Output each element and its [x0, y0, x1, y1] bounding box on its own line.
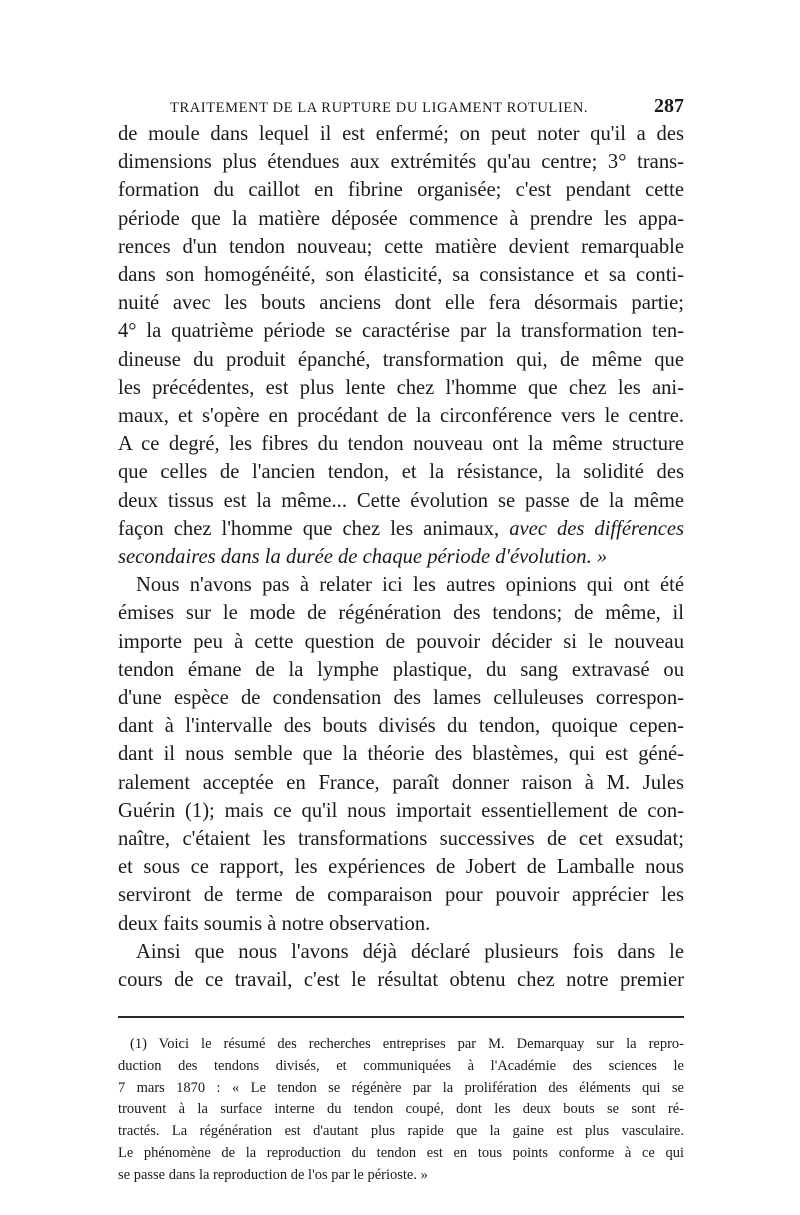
text-line: serviront de terme de comparaison pour pouvoir apprécier les: [118, 884, 684, 907]
footnote-line: tractés. La régénération est d'autant plus rapide que la gaine est plus vasculaire.: [118, 1123, 684, 1140]
running-title: TRAITEMENT DE LA RUPTURE DU LIGAMENT ROTULIEN.: [170, 100, 589, 116]
text-line: ralement acceptée en France, paraît donner raison à M. Jules: [118, 771, 684, 794]
text-line: deux tissus est la même... Cette évolution se passe de la même: [118, 489, 684, 512]
text-line: 4° la quatrième période se caractérise par la transformation ten-: [118, 320, 684, 343]
footnote-line: duction des tendons divisés, et communiquées à l'Académie des sciences le: [118, 1058, 684, 1074]
text-line: cours de ce travail, c'est le résultat obtenu chez notre premier: [118, 969, 684, 992]
text-line: les précédentes, est plus lente chez l'homme que chez les ani-: [118, 376, 684, 399]
paragraph-start-line: Ainsi que nous l'avons déjà déclaré plusieurs fois dans le: [136, 940, 684, 963]
text-line: formation du caillot en fibrine organisée; c'est pendant cette: [118, 179, 684, 202]
text-line: dant il nous semble que la théorie des blastèmes, qui est géné-: [118, 743, 684, 766]
page-number: 287: [654, 95, 684, 117]
running-head: [118, 92, 684, 120]
text-line-mixed: [118, 515, 684, 543]
text-line: émises sur le mode de régénération des tendons; de même, il: [118, 602, 684, 625]
text-line: que celles de l'ancien tendon, et la résistance, la solidité des: [118, 461, 684, 484]
text-line: importe peu à cette question de pouvoir décider si le nouveau: [118, 630, 684, 653]
footnote-line: 7 mars 1870 : « Le tendon se régénère par la prolifération des éléments qui se: [118, 1079, 684, 1096]
text-line: tendon émane de la lymphe plastique, du sang extravasé ou: [118, 658, 684, 681]
text-line: dineuse du produit épanché, transformation qui, de même que: [118, 348, 684, 371]
text-line: de moule dans lequel il est enfermé; on peut noter qu'il a des: [118, 123, 684, 145]
text-line: dant à l'intervalle des bouts divisés du tendon, quoique cepen-: [118, 715, 684, 738]
footnote-line: Le phénomène de la reproduction du tendon est en tous points conforme à ce qui: [118, 1144, 684, 1161]
footnote-line: trouvent à la surface interne du tendon coupé, dont les deux bouts se sont ré-: [118, 1101, 684, 1118]
text-line: et sous ce rapport, les expériences de Jobert de Lamballe nous: [118, 856, 684, 879]
text-line: maux, et s'opère en procédant de la circonférence vers le centre.: [118, 405, 684, 428]
book-page: [118, 92, 684, 1186]
text-line-italic: secondaires dans la durée de chaque période d'évolution. »: [118, 546, 608, 569]
text-line: Guérin (1); mais ce qu'il nous importait essentiellement de con-: [118, 799, 684, 822]
text-line: période que la matière déposée commence à prendre les appa-: [118, 207, 684, 230]
text-line: dans son homogénéité, son élasticité, sa consistance et sa conti-: [118, 264, 684, 287]
text-line: d'une espèce de condensation des lames celluleuses correspon-: [118, 687, 684, 710]
footnote-line: (1) Voici le résumé des recherches entreprises par M. Demarquay sur la repro-: [130, 1036, 684, 1053]
italic-fragment: avec des différences: [509, 517, 684, 540]
body-text: [118, 120, 684, 994]
paragraph-start-line: Nous n'avons pas à relater ici les autres opinions qui ont été: [136, 574, 684, 597]
text-line: dimensions plus étendues aux extrémités qu'au centre; 3° trans-: [118, 151, 684, 174]
text-line: A ce degré, les fibres du tendon nouveau ont la même structure: [118, 433, 684, 456]
text-fragment: façon chez l'homme que chez les animaux,: [118, 517, 500, 540]
text-line: naître, c'étaient les transformations successives de cet exsudat;: [118, 828, 684, 851]
text-line: deux faits soumis à notre observation.: [118, 912, 431, 935]
footnote: [118, 1034, 684, 1186]
text-line: rences d'un tendon nouveau; cette matière devient remarquable: [118, 235, 684, 258]
footnote-line: se passe dans la reproduction de l'os par le périoste. »: [118, 1166, 428, 1183]
text-line: nuité avec les bouts anciens dont elle fera désormais partie;: [118, 292, 684, 315]
footnote-divider: [118, 1016, 684, 1018]
